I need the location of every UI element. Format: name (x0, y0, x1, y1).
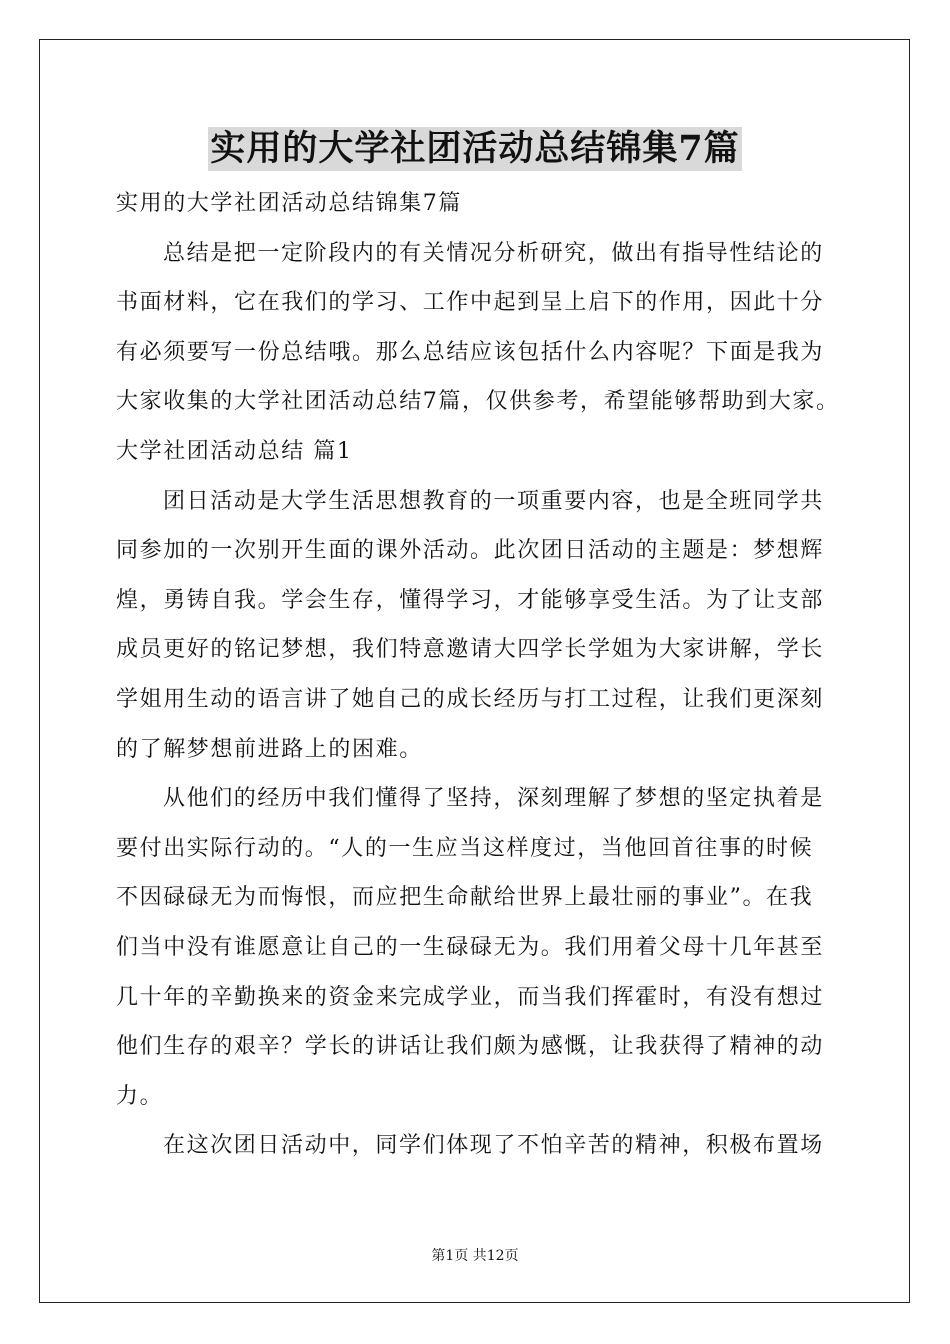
paragraph-line: 大学社团活动总结 篇1 (116, 438, 353, 464)
paragraph-line: 书面材料，它在我们的学习、工作中起到呈上启下的作用，因此十分 (116, 290, 825, 316)
title-container (0, 127, 950, 171)
paragraph-line: 团日活动是大学生活思想教育的一项重要内容，也是全班同学共 (163, 488, 824, 514)
paragraph-line: 煌，勇铸自我。学会生存，懂得学习，才能够享受生活。为了让支部 (116, 587, 825, 613)
paragraph-line: 他们生存的艰辛？学长的讲话让我们颇为感慨，让我获得了精神的动 (116, 1034, 825, 1060)
paragraph-line: 同参加的一次别开生面的课外活动。此次团日活动的主题是：梦想辉 (116, 538, 825, 564)
paragraph-line: 力。 (116, 1083, 164, 1109)
paragraph-line: 要付出实际行动的。“人的一生应当这样度过，当他回首往事的时候 (116, 835, 814, 861)
paragraph-line: 有必须要写一份总结哦。那么总结应该包括什么内容呢？下面是我为 (116, 339, 825, 365)
paragraph-line: 从他们的经历中我们懂得了坚持，深刻理解了梦想的坚定执着是 (163, 786, 824, 812)
paragraph-line: 总结是把一定阶段内的有关情况分析研究，做出有指导性结论的 (163, 240, 824, 266)
page-footer: 第1页 共12页 (431, 1248, 519, 1264)
paragraph-line: 大家收集的大学社团活动总结7篇，仅供参考，希望能够帮助到大家。 (116, 389, 840, 415)
document-body (116, 179, 840, 1171)
paragraph-line: 学姐用生动的语言讲了她自己的成长经历与打工过程，让我们更深刻 (116, 686, 825, 712)
paragraph-line: 不因碌碌无为而悔恨，而应把生命献给世界上最壮丽的事业”。在我 (116, 885, 814, 911)
paragraph-line: 们当中没有谁愿意让自己的一生碌碌无为。我们用着父母十几年甚至 (116, 934, 825, 960)
paragraph-line: 几十年的辛勤换来的资金来完成学业，而当我们挥霍时，有没有想过 (116, 984, 825, 1010)
paragraph-line: 的了解梦想前进路上的困难。 (116, 736, 423, 762)
document-title: 实用的大学社团活动总结锦集7篇 (210, 128, 740, 169)
paragraph-line: 在这次团日活动中，同学们体现了不怕辛苦的精神，积极布置场 (163, 1133, 824, 1159)
paragraph-line: 成员更好的铭记梦想，我们特意邀请大四学长学姐为大家讲解，学长 (116, 637, 825, 663)
subtitle-line: 实用的大学社团活动总结锦集7篇 (116, 191, 462, 216)
